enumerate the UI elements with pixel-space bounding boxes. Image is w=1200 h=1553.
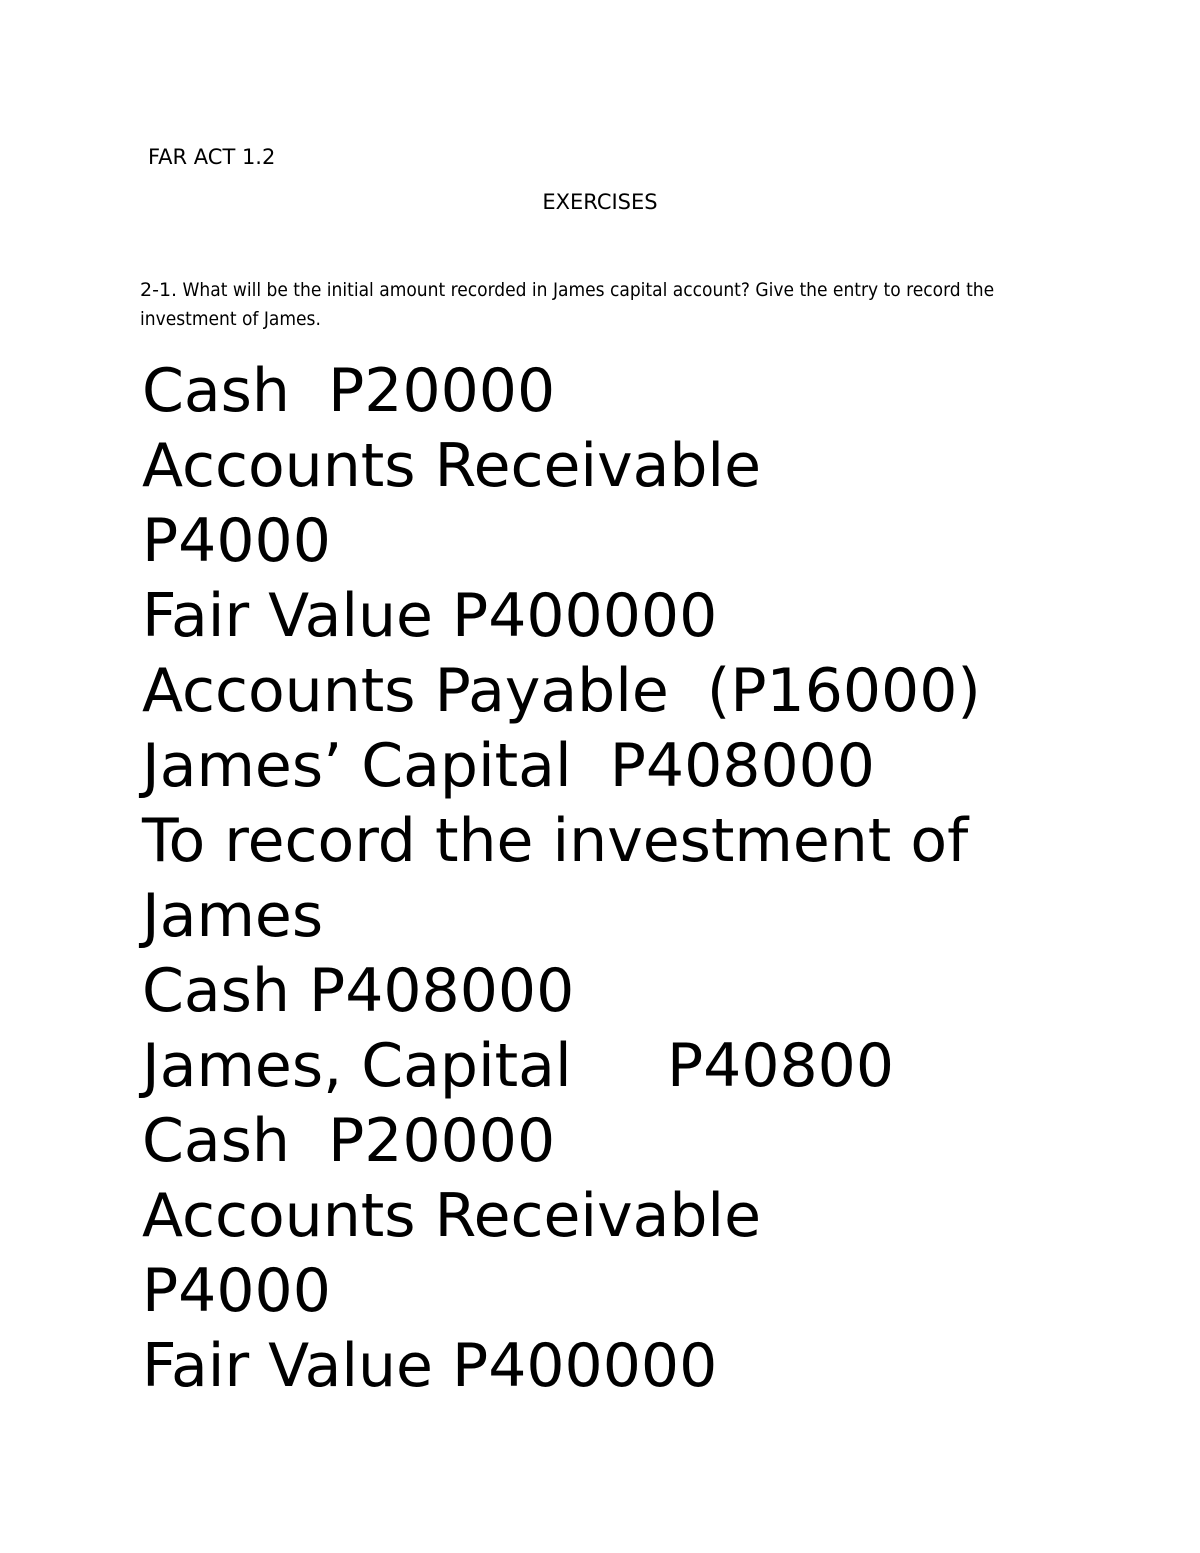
answer-line-record-note: To record the investment of <box>142 806 969 876</box>
answer-line-cash: Cash P20000 <box>142 356 556 426</box>
answer-line-accounts-receivable-amount-2: P4000 <box>142 1256 331 1326</box>
answer-line-entry-capital: James, Capital P40800 <box>142 1031 895 1101</box>
answer-line-james-capital: James’ Capital P408000 <box>142 731 875 801</box>
document-code: FAR ACT 1.2 <box>148 145 276 169</box>
answer-line-entry-cash: Cash P408000 <box>142 956 575 1026</box>
question-number: 2-1. <box>140 279 178 301</box>
answer-line-fair-value-2: Fair Value P400000 <box>142 1331 718 1401</box>
answer-line-accounts-receivable-2: Accounts Receivable <box>142 1181 762 1251</box>
answer-line-record-note-cont: James <box>142 881 324 951</box>
question-paragraph <box>140 276 1080 334</box>
answer-line-accounts-receivable: Accounts Receivable <box>142 431 762 501</box>
answer-line-fair-value: Fair Value P400000 <box>142 581 718 651</box>
question-text: What will be the initial amount recorded in James capital account? Give the entry to record the investment of James. <box>140 279 995 330</box>
answer-line-accounts-payable: Accounts Payable (P16000) <box>142 656 981 726</box>
answer-line-cash-2: Cash P20000 <box>142 1106 556 1176</box>
answer-line-accounts-receivable-amount: P4000 <box>142 506 331 576</box>
answer-block <box>142 354 1102 1404</box>
section-title: EXERCISES <box>542 190 658 214</box>
